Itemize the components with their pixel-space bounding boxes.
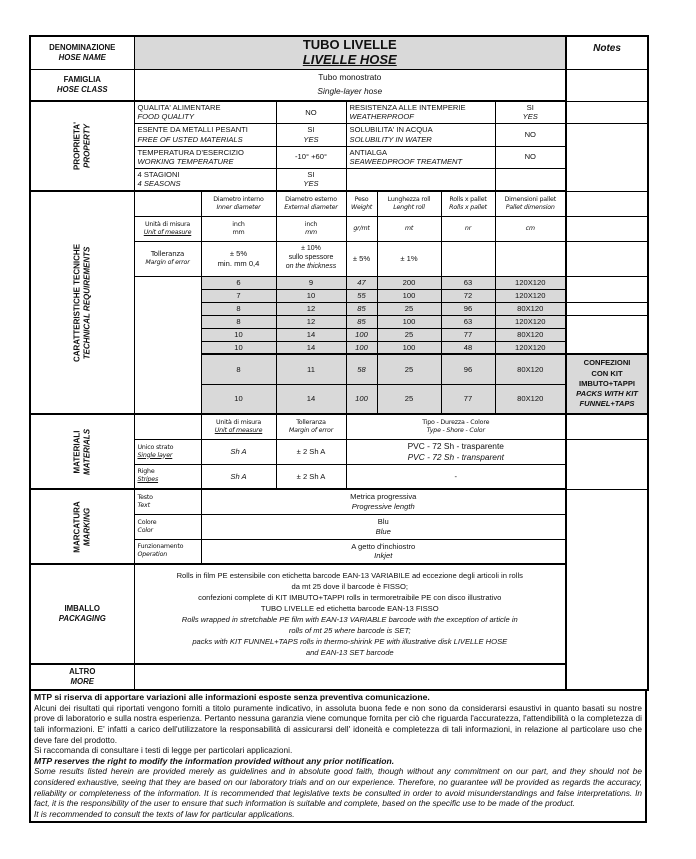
data-cell: 47 xyxy=(346,276,377,289)
notes-cell xyxy=(566,489,648,690)
marking-value: Metrica progressiva Progressive length xyxy=(201,489,566,514)
data-cell: 9 xyxy=(276,276,346,289)
data-cell: 120X120 xyxy=(495,289,566,302)
data-cell: 100 xyxy=(377,289,441,302)
data-cell: 25 xyxy=(377,302,441,315)
disclaimer-heading-it: MTP si riserva di apportare variazioni alle informazioni esposte senza preventiva comunicazione. xyxy=(34,692,430,702)
kit-data-cell: 10 xyxy=(201,384,276,414)
packaging-text: Rolls in film PE estensibile con etichetta barcode EAN-13 VARIABILE ad eccezione degli articoli in rolls da mt 25 dove il barcode è FISSO; confezioni complete di KIT IMBUTO+TAPPI rolls in termoretraibile PE con disco illustrativo TUBO LIVELLE ed etichetta barcode EAN-13 FISSO Rolls wrapped in stretchable PE film with EAN-13 VARIABLE barcode with the exception of article in rolls of mt 25 where barcode is SET; packs with KIT FUNNEL+TAPS rolls in thermo-shirink PE with illustrative disk LIVELLE HOSE and EAN-13 SET barcode xyxy=(134,564,566,664)
spec-table xyxy=(29,35,649,691)
data-cell: 100 xyxy=(377,315,441,328)
column-header: Unità di misura Unit of measure xyxy=(201,414,276,439)
column-header: Diametro interno Inner diameter xyxy=(201,191,276,216)
data-cell: 10 xyxy=(276,289,346,302)
data-cell: 55 xyxy=(346,289,377,302)
kit-data-cell: 8 xyxy=(201,354,276,384)
hose-class-label: FAMIGLIA HOSE CLASS xyxy=(30,69,134,101)
data-cell: 85 xyxy=(346,302,377,315)
property-value: SI YES xyxy=(276,123,346,146)
marking-value: Blu Blue xyxy=(201,514,566,539)
property-key: 4 STAGIONI 4 SEASONS xyxy=(134,168,276,191)
data-cell: 85 xyxy=(346,315,377,328)
property-key: TEMPERATURA D'ESERCIZIO WORKING TEMPERATURE xyxy=(134,146,276,168)
tech-corner xyxy=(134,191,201,216)
material-tolerance: ± 2 Sh A xyxy=(276,439,346,464)
column-header: Lunghezza roll Lenght roll xyxy=(377,191,441,216)
disclaimer-law-en: It is recommended to consult the texts of law for particular applications. xyxy=(34,808,295,819)
data-cell: 12 xyxy=(276,302,346,315)
data-cell: 14 xyxy=(276,341,346,354)
kit-data-cell: 80X120 xyxy=(495,354,566,384)
disclaimer-heading-en: MTP reserves the right to modify the information provided without any prior notification. xyxy=(34,755,395,766)
kit-data-cell: 25 xyxy=(377,384,441,414)
property-key: QUALITA' ALIMENTARE FOOD QUALITY xyxy=(134,101,276,123)
data-cell: 72 xyxy=(441,289,495,302)
marking-key: Colore Color xyxy=(134,514,201,539)
kit-data-cell: 25 xyxy=(377,354,441,384)
data-cell: 120X120 xyxy=(495,276,566,289)
data-cell: 120X120 xyxy=(495,315,566,328)
data-cell: 80X120 xyxy=(495,302,566,315)
data-cell: 8 xyxy=(201,315,276,328)
materials-section-label: MATERIALI MATERIALS xyxy=(30,414,134,489)
notes-cell xyxy=(566,69,648,101)
property-key-empty xyxy=(346,168,495,191)
data-cell: 6 xyxy=(201,276,276,289)
notes-cell xyxy=(566,216,648,241)
tolerance-cell xyxy=(495,241,566,276)
material-tolerance: ± 2 Sh A xyxy=(276,464,346,489)
units-label: Unità di misura Unit of measure xyxy=(134,216,201,241)
unit-cell: cm xyxy=(495,216,566,241)
data-cell: 96 xyxy=(441,302,495,315)
property-value: NO xyxy=(276,101,346,123)
notes-cell xyxy=(566,302,648,315)
material-unit: Sh A xyxy=(201,439,276,464)
kit-data-cell: 11 xyxy=(276,354,346,384)
marking-value: A getto d'inchiostro Inkjet xyxy=(201,539,566,564)
data-cell: 100 xyxy=(377,341,441,354)
kit-data-cell: 80X120 xyxy=(495,384,566,414)
technical-data-sheet xyxy=(29,35,647,823)
property-key: ANTIALGA SEAWEEDPROOF TREATMENT xyxy=(346,146,495,168)
data-cell: 48 xyxy=(441,341,495,354)
notes-cell xyxy=(566,439,648,489)
material-type: - xyxy=(346,464,566,489)
tolerance-cell: ± 1% xyxy=(377,241,441,276)
notes-cell xyxy=(566,241,648,276)
data-cell: 77 xyxy=(441,328,495,341)
column-header: Peso Weight xyxy=(346,191,377,216)
tolerance-cell: ± 5% xyxy=(346,241,377,276)
unit-cell: inch mm xyxy=(201,216,276,241)
property-value: NO xyxy=(495,123,566,146)
data-cell: 63 xyxy=(441,276,495,289)
disclaimer xyxy=(29,691,647,823)
property-value: -10° +60° xyxy=(276,146,346,168)
notes-cell xyxy=(566,315,648,354)
tolerance-label: Tolleranza Margin of error xyxy=(134,241,201,276)
disclaimer-body-en: Some results listed herein are provided merely as guidelines and in absolute good faith, though without any commitment on our part, and they should not be considered exhaustive, seeing that they are based on our laboratory trials and on our experience. Therefore, no guarantee will be provided as regards the accuracy, reliability or completeness of the information. It is recommended that legislative texts be consulted in order to avoid misunderstandings and false interpretations. In fact, it is the responsibility of the user to ensure that such information is suitable and complete, based on the specific use to be made of the product. xyxy=(34,766,642,809)
property-key: ESENTE DA METALLI PESANTI FREE OF USTED MATERIALS xyxy=(134,123,276,146)
material-unit: Sh A xyxy=(201,464,276,489)
column-header: Dimensioni pallet Pallet dimension xyxy=(495,191,566,216)
data-cell: 7 xyxy=(201,289,276,302)
kit-data-cell: 96 xyxy=(441,354,495,384)
tolerance-cell xyxy=(441,241,495,276)
unit-cell: gr/mt xyxy=(346,216,377,241)
more-label: ALTRO MORE xyxy=(30,664,134,690)
property-value: SI YES xyxy=(276,168,346,191)
more-value xyxy=(134,664,566,690)
notes-header: Notes xyxy=(566,36,648,69)
property-value: SI YES xyxy=(495,101,566,123)
notes-cell xyxy=(566,414,648,439)
kit-data-cell: 14 xyxy=(276,384,346,414)
data-cell: 200 xyxy=(377,276,441,289)
marking-section-label: MARCATURA MARKING xyxy=(30,489,134,564)
property-value-empty xyxy=(495,168,566,191)
data-cell: 14 xyxy=(276,328,346,341)
marking-key: Testo Text xyxy=(134,489,201,514)
hose-title: TUBO LIVELLE LIVELLE HOSE xyxy=(134,36,566,69)
material-name: Righe Stripes xyxy=(134,464,201,489)
tolerance-cell: ± 5% min. mm 0,4 xyxy=(201,241,276,276)
kit-data-cell: 58 xyxy=(346,354,377,384)
data-cell: 63 xyxy=(441,315,495,328)
column-header: Tolleranza Margin of error xyxy=(276,414,346,439)
column-header: Diametro esterno External diameter xyxy=(276,191,346,216)
kit-data-cell: 100 xyxy=(346,384,377,414)
disclaimer-law-it: Si raccomanda di consultare i testi di legge per particolari applicazioni. xyxy=(34,745,293,756)
property-value: NO xyxy=(495,146,566,168)
unit-cell: mt xyxy=(377,216,441,241)
data-cell: 100 xyxy=(346,341,377,354)
data-cell: 25 xyxy=(377,328,441,341)
data-cell: 120X120 xyxy=(495,341,566,354)
notes-cell xyxy=(566,276,648,302)
disclaimer-body-it: Alcuni dei risultati qui riportati vengono forniti a titolo puramente indicativo, in assoluta buona fede e non sono da considerarsi esaustivi in quanto basati su nostre prove di laboratorio e sulla nostra esperienza. Pertanto nessuna garanzia viene comunque fornita per ciò che riguarda l'accuratezza, l'attendibilità o la completezza di tali informazioni. E' infatti a carico dell'utilizzatore la responsabilità di assicurarsi dell' idoneità e completezza di tali informazioni, in relazione al particolare uso che deve fare del prodotto. xyxy=(34,702,642,745)
packaging-label: IMBALLO PACKAGING xyxy=(30,564,134,664)
data-cell: 12 xyxy=(276,315,346,328)
data-cell: 10 xyxy=(201,328,276,341)
column-header: Rolls x pallet Rolls x pallet xyxy=(441,191,495,216)
material-name: Unico strato Single layer xyxy=(134,439,201,464)
property-key: SOLUBILITA' IN ACQUA SOLUBILITY IN WATER xyxy=(346,123,495,146)
marking-key: Funzionamento Operation xyxy=(134,539,201,564)
hose-name-label: DENOMINAZIONE HOSE NAME xyxy=(30,36,134,69)
materials-corner xyxy=(134,414,201,439)
notes-cell xyxy=(566,101,648,123)
tech-blank xyxy=(134,276,201,414)
property-section-label: PROPRIETA' PROPERTY xyxy=(30,101,134,191)
notes-cell xyxy=(566,123,648,191)
data-cell: 100 xyxy=(346,328,377,341)
property-key: RESISTENZA ALLE INTEMPERIE WEATHERPROOF xyxy=(346,101,495,123)
data-cell: 8 xyxy=(201,302,276,315)
kit-packs-note: CONFEZIONI CON KIT IMBUTO+TAPPI PACKS WITH KIT FUNNEL+TAPS xyxy=(566,354,648,414)
technical-section-label: CARATTERISTICHE TECNICHE TECHNICAL REQUIREMENTS xyxy=(30,191,134,414)
unit-cell: inch mm xyxy=(276,216,346,241)
unit-cell: nr xyxy=(441,216,495,241)
kit-data-cell: 77 xyxy=(441,384,495,414)
data-cell: 80X120 xyxy=(495,328,566,341)
hose-class-value: Tubo monostrato Single-layer hose xyxy=(134,69,566,101)
tolerance-cell: ± 10% sullo spessore on the thickness xyxy=(276,241,346,276)
notes-cell xyxy=(566,191,648,216)
column-header: Tipo - Durezza - Colore Type - Shore - Color xyxy=(346,414,566,439)
material-type: PVC - 72 Sh - trasparente PVC - 72 Sh - transparent xyxy=(346,439,566,464)
data-cell: 10 xyxy=(201,341,276,354)
